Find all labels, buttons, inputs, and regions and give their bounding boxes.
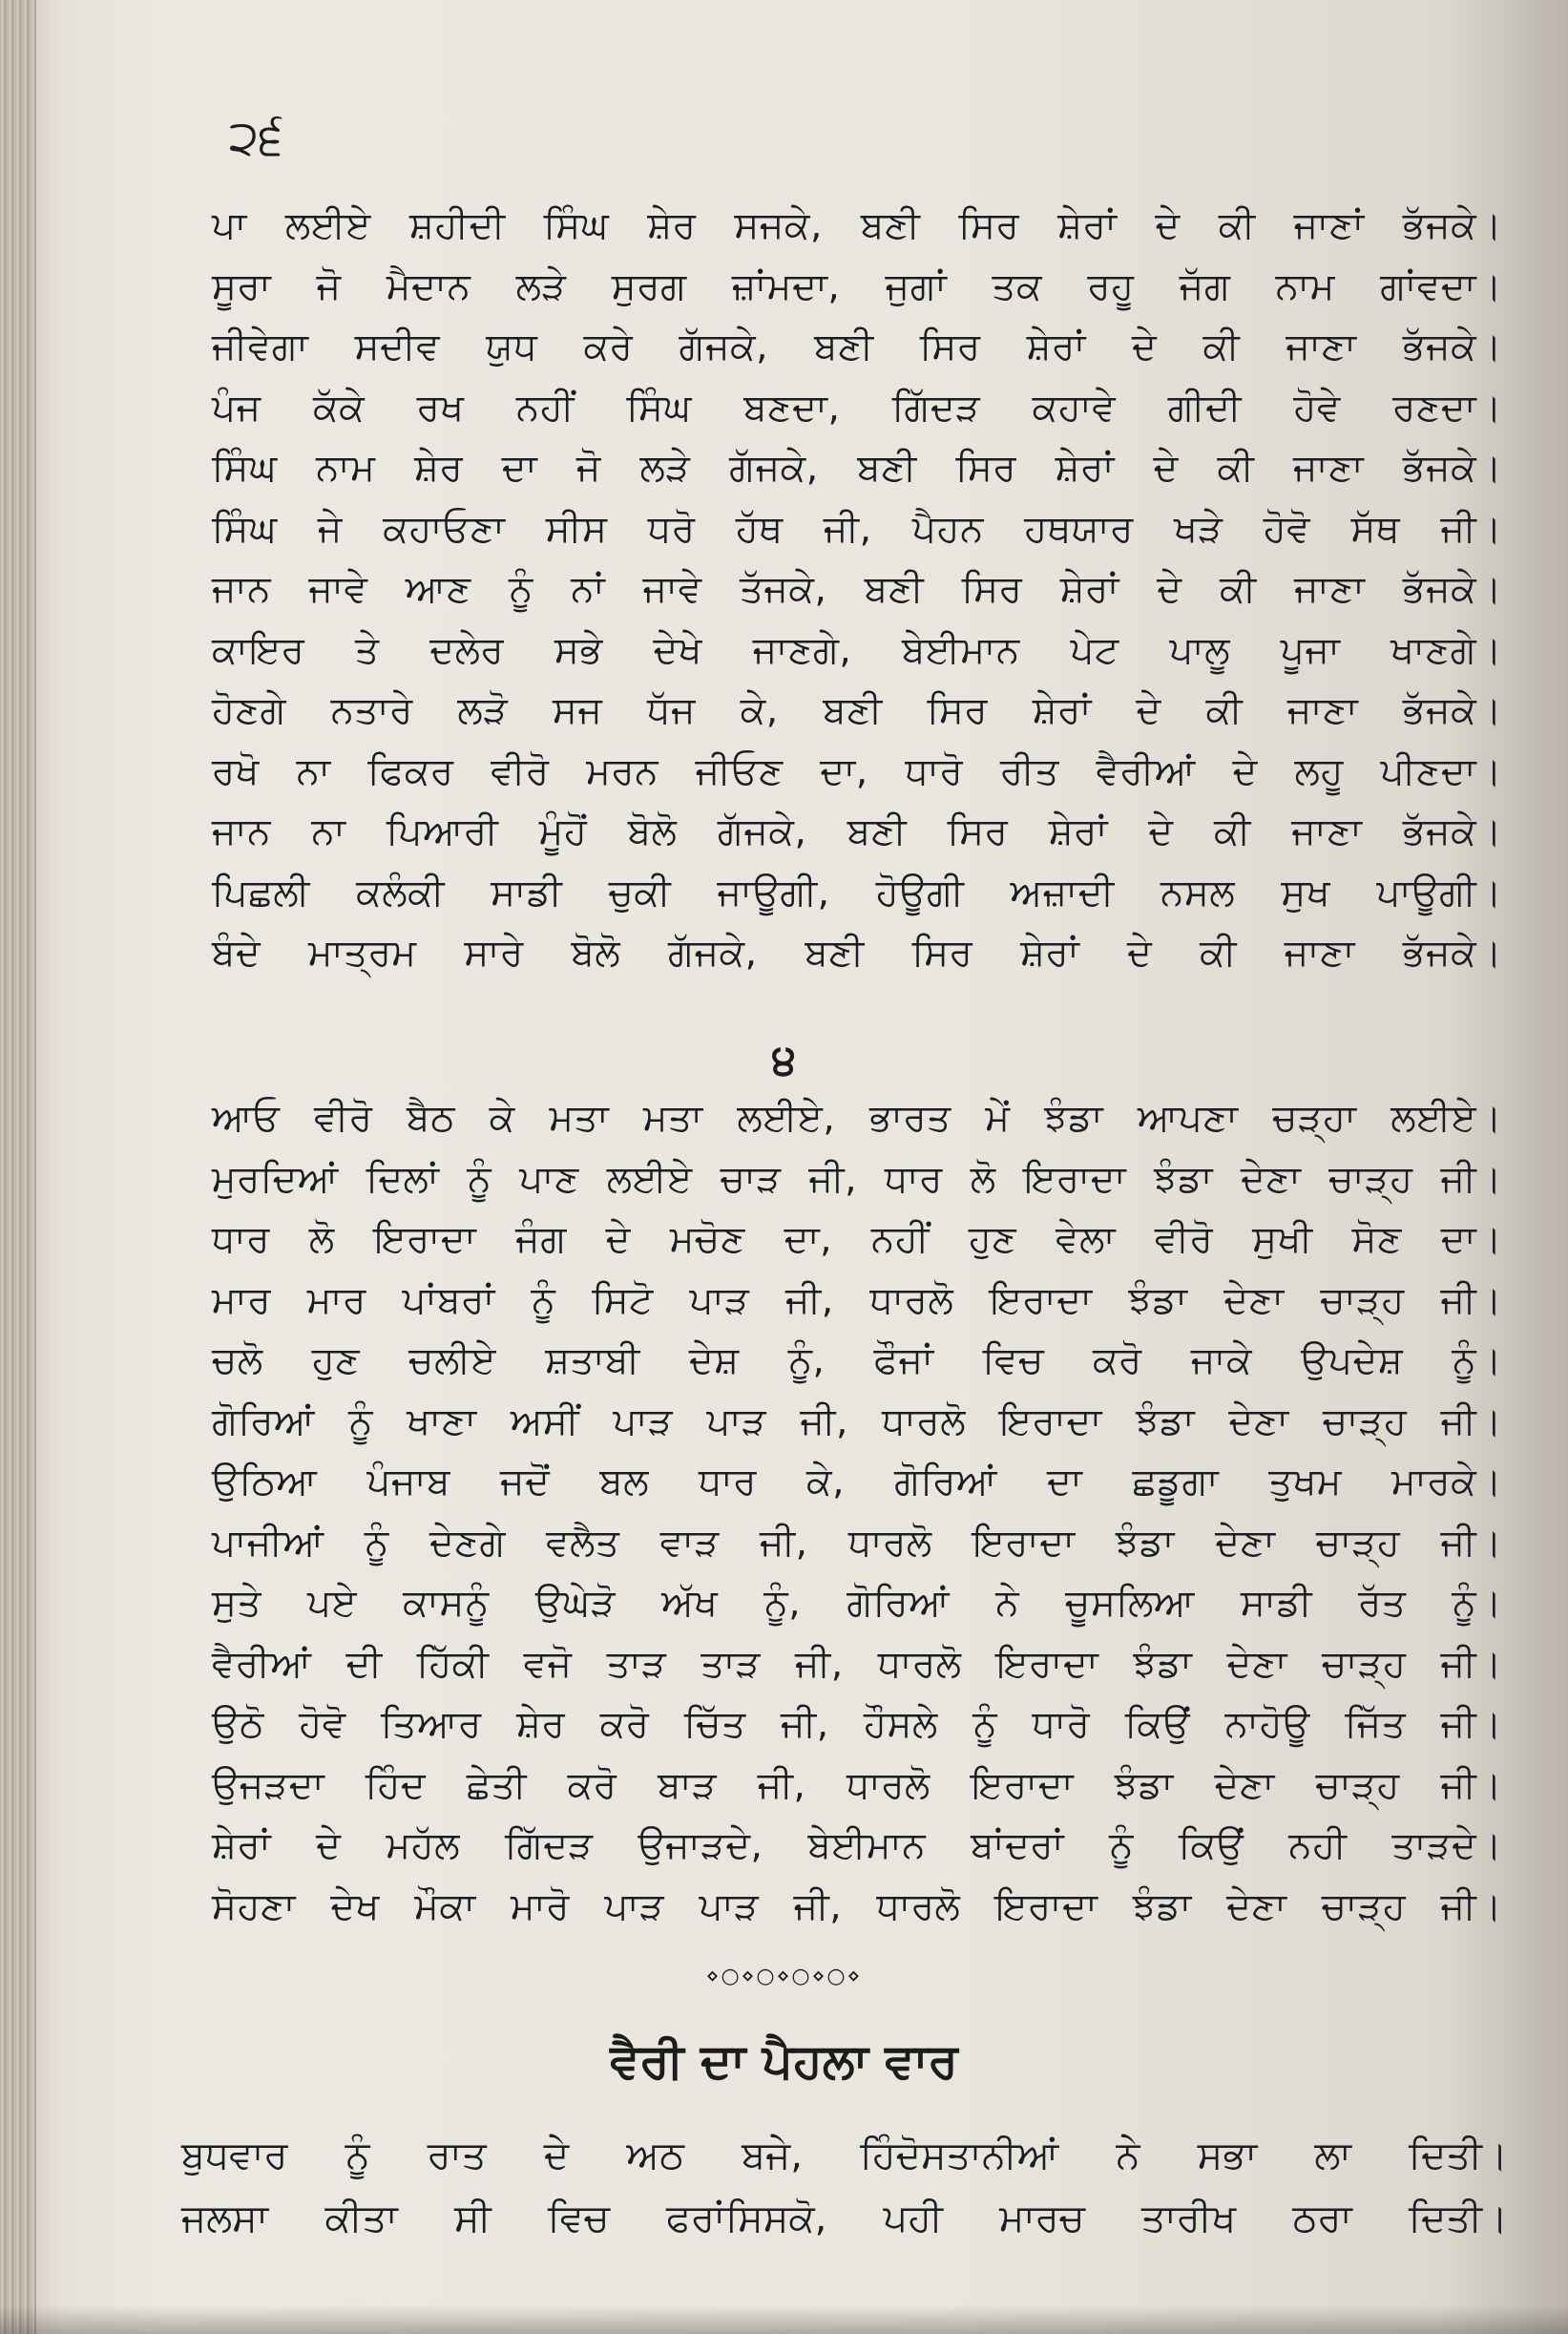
verse-line: ਵੈਰੀਆਂ ਦੀ ਹਿੱਕੀ ਵਜੋ ਤਾੜ ਤਾੜ ਜੀ, ਧਾਰਲੋ ਇਰਾਦਾ ਝੰਡਾ ਦੇਣਾ ਚਾੜ੍ਹ ਜੀ।: [212, 1642, 1502, 1686]
verse-line: ਪੰਜ ਕੱਕੇ ਰਖ ਨਹੀਂ ਸਿੰਘ ਬਣਦਾ, ਗਿੱਦੜ ਕਹਾਵੇ ਗੀਦੀ ਹੋਵੇ ਰਣਦਾ।: [212, 386, 1502, 430]
verse-line: ਉਜੜਦਾ ਹਿੰਦ ਛੇਤੀ ਕਰੋ ਬਾੜ ਜੀ, ਧਾਰਲੋ ਇਰਾਦਾ ਝੰਡਾ ਦੇਣਾ ਚਾੜ੍ਹ ਜੀ।: [212, 1763, 1502, 1807]
verse-line: ਧਾਰ ਲੋ ਇਰਾਦਾ ਜੰਗ ਦੇ ਮਚੋਣ ਦਾ, ਨਹੀਂ ਹੁਣ ਵੇਲਾ ਵੀਰੋ ਸੁਖੀ ਸੋਣ ਦਾ।: [212, 1218, 1502, 1261]
verse-line: ਪਿਛਲੀ ਕਲੰਕੀ ਸਾਡੀ ਚੁਕੀ ਜਾਊਗੀ, ਹੋਊਗੀ ਅਜ਼ਾਦੀ ਨਸਲ ਸੁਖ ਪਾਊਗੀ।: [212, 871, 1502, 915]
section-heading: ਵੈਰੀ ਦਾ ਪੈਹਲਾ ਵਾਰ: [610, 2033, 958, 2089]
verse-line: ਹੋਣਗੇ ਨਤਾਰੇ ਲੜੋ ਸਜ ਧੱਜ ਕੇ, ਬਣੀ ਸਿਰ ਸ਼ੇਰਾਂ ਦੇ ਕੀ ਜਾਣਾ ਭੱਜਕੇ।: [212, 689, 1502, 732]
verse-line: ਚਲੋ ਹੁਣ ਚਲੀਏ ਸ਼ਤਾਬੀ ਦੇਸ਼ ਨੂੰ, ਫੌਜਾਂ ਵਿਚ ਕਰੋ ਜਾਕੇ ਉਪਦੇਸ਼ ਨੂੰ।: [212, 1339, 1502, 1382]
verse-line: ਮੁਰਦਿਆਂ ਦਿਲਾਂ ਨੂੰ ਪਾਣ ਲਈਏ ਚਾੜ ਜੀ, ਧਾਰ ਲੋ ਇਰਾਦਾ ਝੰਡਾ ਦੇਣਾ ਚਾੜ੍ਹ ਜੀ।: [212, 1157, 1502, 1201]
stanza-2: [212, 1088, 1502, 1937]
verse-line: ਸੋਹਣਾ ਦੇਖ ਮੌਕਾ ਮਾਰੋ ਪਾੜ ਪਾੜ ਜੀ, ਧਾਰਲੋ ਇਰਾਦਾ ਝੰਡਾ ਦੇਣਾ ਚਾੜ੍ਹ ਜੀ।: [212, 1884, 1502, 1928]
page-shadow: [0, 2305, 1568, 2334]
verse-line: ਸੁਤੇ ਪਏ ਕਾਸਨੂੰ ਉਘੇੜੋ ਅੱਖ ਨੂੰ, ਗੋਰਿਆਂ ਨੇ ਚੂਸਲਿਆ ਸਾਡੀ ਰੱਤ ਨੂੰ।: [212, 1582, 1502, 1625]
page-number: ੨੬: [229, 110, 283, 165]
verse-line: ਜਾਨ ਨਾ ਪਿਆਰੀ ਮੂੰਹੋਂ ਬੋਲੋ ਗੱਜਕੇ, ਬਣੀ ਸਿਰ ਸ਼ੇਰਾਂ ਦੇ ਕੀ ਜਾਣਾ ਭੱਜਕੇ।: [212, 810, 1502, 853]
section-number: ੪: [771, 1036, 797, 1084]
verse-line: ਸ਼ੇਰਾਂ ਦੇ ਮਹੱਲ ਗਿੱਦੜ ਉਜਾੜਦੇ, ਬੇਈਮਾਨ ਬਾਂਦਰਾਂ ਨੂੰ ਕਿਉਂ ਨਹੀ ਤਾੜਦੇ।: [212, 1824, 1502, 1867]
verse-line: ਜੀਵੇਗਾ ਸਦੀਵ ਯੁਧ ਕਰੇ ਗੱਜਕੇ, ਬਣੀ ਸਿਰ ਸ਼ੇਰਾਂ ਦੇ ਕੀ ਜਾਣਾ ਭੱਜਕੇ।: [212, 326, 1502, 368]
verse-line: ਆਓ ਵੀਰੋ ਬੈਠ ਕੇ ਮਤਾ ਮਤਾ ਲਈਏ, ਭਾਰਤ ਮੇਂ ਝੰਡਾ ਆਪਣਾ ਚੜ੍ਹਾ ਲਈਏ।: [212, 1097, 1502, 1140]
verse-line: ਉਠੋ ਹੋਵੋ ਤਿਆਰ ਸ਼ੇਰ ਕਰੋ ਚਿੱਤ ਜੀ, ਹੌਸਲੇ ਨੂੰ ਧਾਰੋ ਕਿਉਂ ਨਾਹੋਊ ਜਿੱਤ ਜੀ।: [212, 1703, 1502, 1746]
verse-line: ਸਿੰਘ ਜੇ ਕਹਾਓਣਾ ਸੀਸ ਧਰੋ ਹੱਥ ਜੀ, ਪੈਹਨ ਹਥਯਾਰ ਖੜੇ ਹੋਵੋ ਸੱਥ ਜੀ।: [212, 507, 1502, 551]
body-line: ਬੁਧਵਾਰ ਨੂੰ ਰਾਤ ਦੇ ਅਠ ਬਜੇ, ਹਿੰਦੋਸਤਾਨੀਆਂ ਨੇ ਸਭਾ ਲਾ ਦਿਤੀ।: [181, 2134, 1508, 2177]
verse-line: ਸਿੰਘ ਨਾਮ ਸ਼ੇਰ ਦਾ ਜੋ ਲੜੇ ਗੱਜਕੇ, ਬਣੀ ਸਿਰ ਸ਼ੇਰਾਂ ਦੇ ਕੀ ਜਾਣਾ ਭੱਜਕੇ।: [212, 447, 1502, 490]
verse-line: ਕਾਇਰ ਤੇ ਦਲੇਰ ਸਭੇ ਦੇਖੇ ਜਾਣਗੇ, ਬੇਈਮਾਨ ਪੇਟ ਪਾਲੂ ਪੂਜਾ ਖਾਣਗੇ।: [212, 628, 1502, 672]
verse-line: ਰਖੋ ਨਾ ਫਿਕਰ ਵੀਰੋ ਮਰਨ ਜੀਓਣ ਦਾ, ਧਾਰੋ ਰੀਤ ਵੈਰੀਆਂ ਦੇ ਲਹੂ ਪੀਣਦਾ।: [212, 749, 1502, 793]
verse-line: ਬੰਦੇ ਮਾਤ੍ਰਮ ਸਾਰੇ ਬੋਲੋ ਗੱਜਕੇ, ਬਣੀ ਸਿਰ ਸ਼ੇਰਾਂ ਦੇ ਕੀ ਜਾਣਾ ਭੱਜਕੇ।: [212, 932, 1502, 975]
verse-line: ਸੂਰਾ ਜੋ ਮੈਦਾਨ ਲੜੇ ਸੁਰਗ ਜ਼ਾਂਮਦਾ, ਜੁਗਾਂ ਤਕ ਰਹੂ ਜੱਗ ਨਾਮ ਗਾਂਵਦਾ।: [212, 264, 1502, 308]
verse-line: ਜਾਨ ਜਾਵੇ ਆਣ ਨੂੰ ਨਾਂ ਜਾਵੇ ਤੱਜਕੇ, ਬਣੀ ਸਿਰ ਸ਼ੇਰਾਂ ਦੇ ਕੀ ਜਾਣਾ ਭੱਜਕੇ।: [212, 568, 1502, 611]
section-3-body: [181, 2124, 1508, 2250]
verse-line: ਗੋਰਿਆਂ ਨੂੰ ਖਾਣਾ ਅਸੀਂ ਪਾੜ ਪਾੜ ਜੀ, ਧਾਰਲੋ ਇਰਾਦਾ ਝੰਡਾ ਦੇਣਾ ਚਾੜ੍ਹ ਜੀ।: [212, 1399, 1502, 1443]
verse-line: ਪਾ ਲਈਏ ਸ਼ਹੀਦੀ ਸਿੰਘ ਸ਼ੇਰ ਸਜਕੇ, ਬਣੀ ਸਿਰ ਸ਼ੇਰਾਂ ਦੇ ਕੀ ਜਾਣਾਂ ਭੱਜਕੇ।: [212, 204, 1502, 247]
ornamental-divider: ⋄○⋄○⋄○⋄○⋄: [705, 1965, 863, 1988]
stanza-1: [212, 196, 1502, 984]
verse-line: ਉਠਿਆ ਪੰਜਾਬ ਜਦੋਂ ਬਲ ਧਾਰ ਕੇ, ਗੋਰਿਆਂ ਦਾ ਛਡੂਗਾ ਤੁਖਮ ਮਾਰਕੇ।: [212, 1461, 1502, 1503]
verse-line: ਮਾਰ ਮਾਰ ਪਾਂਬਰਾਂ ਨੂੰ ਸਿਟੋ ਪਾੜ ਜੀ, ਧਾਰਲੋ ਇਰਾਦਾ ਝੰਡਾ ਦੇਣਾ ਚਾੜ੍ਹ ਜੀ।: [212, 1278, 1502, 1322]
body-line: ਜਲਸਾ ਕੀਤਾ ਸੀ ਵਿਚ ਫਰਾਂਸਿਸਕੋ, ਪਹੀ ਮਾਰਚ ਤਾਰੀਖ ਠਰਾ ਦਿਤੀ।: [181, 2197, 1508, 2240]
verse-line: ਪਾਜੀਆਂ ਨੂੰ ਦੇਣਗੇ ਵਲੈਤ ਵਾੜ ਜੀ, ਧਾਰਲੋ ਇਰਾਦਾ ਝੰਡਾ ਦੇਣਾ ਚਾੜ੍ਹ ਜੀ।: [212, 1521, 1502, 1565]
